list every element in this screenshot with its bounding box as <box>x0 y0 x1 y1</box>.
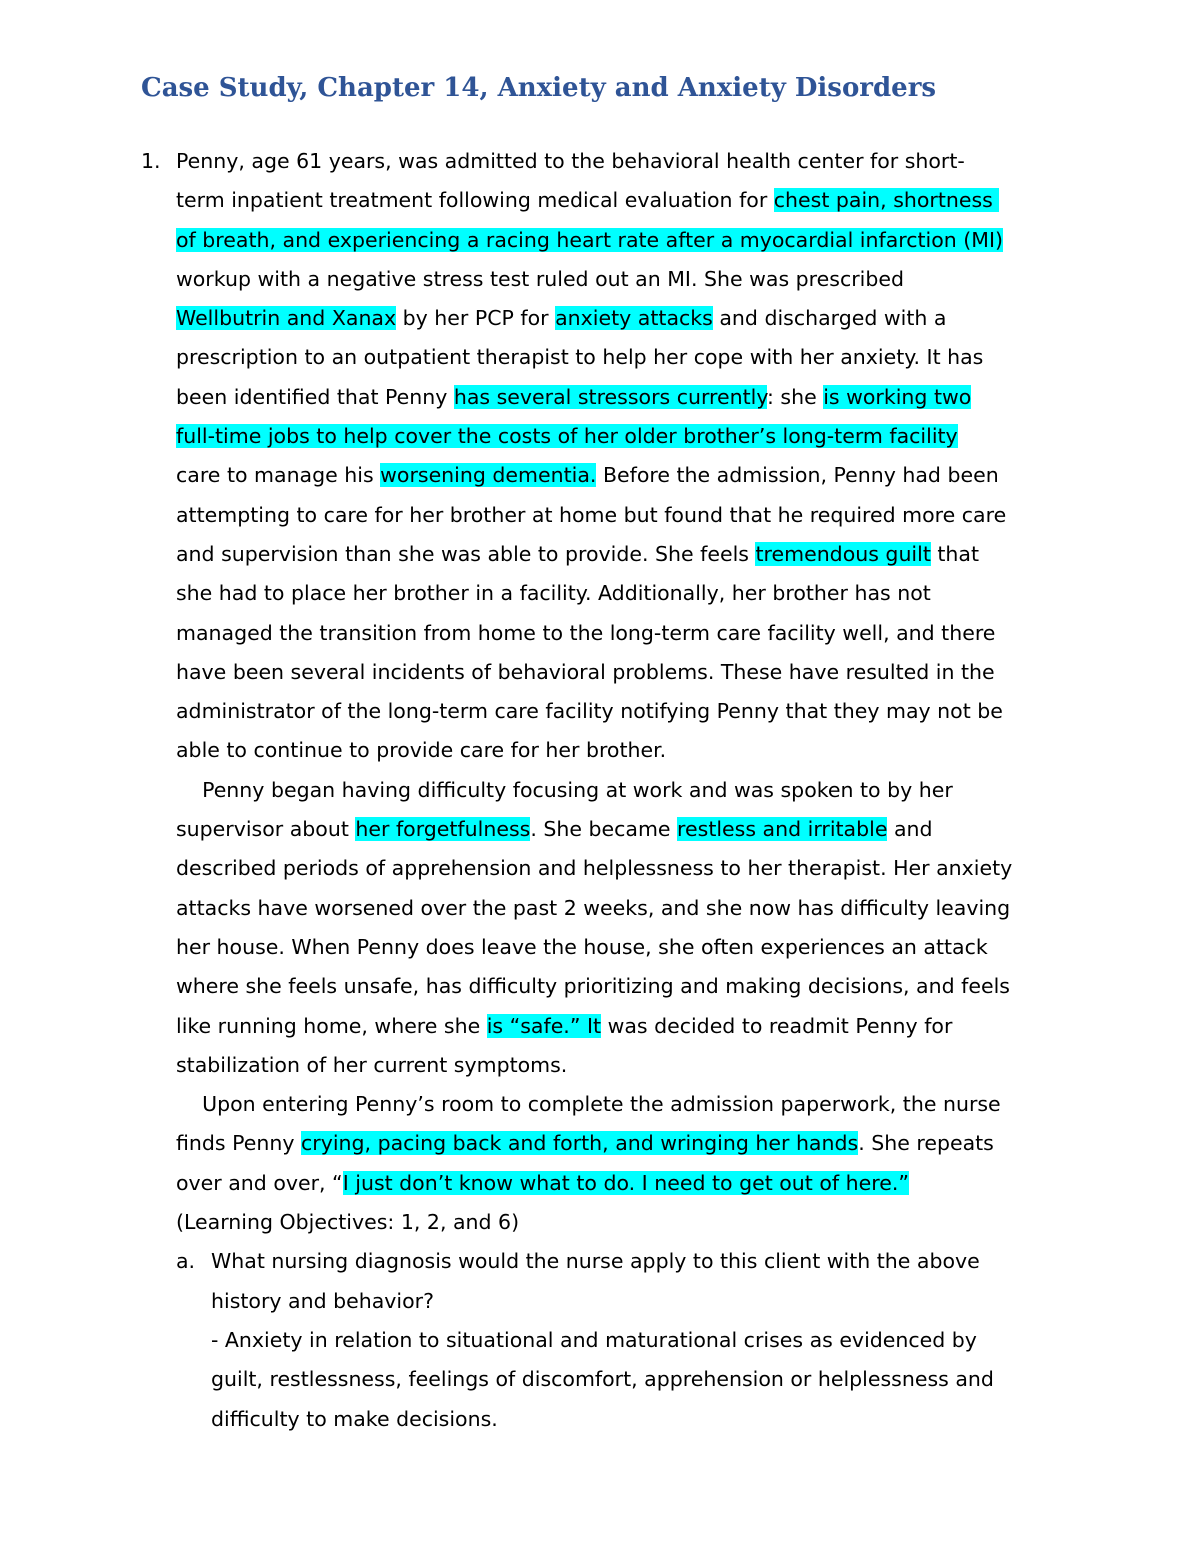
text-run: and discharged with a <box>712 306 947 331</box>
question-line <box>0 653 1200 692</box>
text-run: described periods of apprehension and helplessness to her therapist. Her anxiety <box>176 856 1013 881</box>
question-line <box>0 378 1200 417</box>
text-run: where she feels unsafe, has difficulty prioritizing and making decisions, and feels <box>176 974 1010 999</box>
text-run: guilt, restlessness, feelings of discomfort, apprehension or helplessness and <box>211 1367 994 1392</box>
text-run: history and behavior? <box>211 1288 434 1313</box>
text-run: Upon entering Penny’s room to complete the admission paperwork, the nurse <box>176 1092 1001 1117</box>
text-run: was decided to readmit Penny for <box>601 1013 953 1038</box>
highlighted-text: crying, pacing back and forth, and wringing her hands <box>301 1131 859 1156</box>
highlighted-text: I just don’t know what to do. I need to get out of here.” <box>342 1170 909 1195</box>
text-run: been identified that Penny <box>176 384 454 409</box>
question-line <box>0 456 1200 495</box>
text-run: over and over, “ <box>176 1170 343 1195</box>
question-line <box>0 967 1200 1006</box>
question-line <box>0 260 1200 299</box>
question-line <box>0 181 1200 220</box>
text-run: workup with a negative stress test ruled out an MI. She was prescribed <box>176 266 904 291</box>
text-run: . She repeats <box>858 1131 994 1156</box>
text-run: Penny began having difficulty focusing at work and was spoken to by her <box>176 777 953 802</box>
text-run: term inpatient treatment following medical evaluation for <box>176 188 774 213</box>
text-run: care to manage his <box>176 463 381 488</box>
text-run: . She became <box>530 817 678 842</box>
text-run: administrator of the long-term care facility notifying Penny that they may not be <box>176 699 1003 724</box>
question-line <box>0 849 1200 888</box>
text-run: by her PCP for <box>396 306 556 331</box>
question-1 <box>0 142 1200 1439</box>
highlighted-text: has several stressors currently <box>453 384 767 409</box>
sub-question-label: a. <box>176 1249 196 1274</box>
question-line <box>0 1164 1200 1203</box>
text-run: attacks have worsened over the past 2 weeks, and she now has difficulty leaving <box>176 895 1011 920</box>
sub-question-line <box>0 1282 1200 1321</box>
document-title: Case Study, Chapter 14, Anxiety and Anxiety Disorders <box>141 73 937 103</box>
highlighted-text: her forgetfulness <box>355 817 531 842</box>
question-number: 1. <box>141 149 161 173</box>
highlighted-text: tremendous guilt <box>755 541 931 566</box>
answer-line <box>0 1360 1200 1399</box>
question-line <box>0 574 1200 613</box>
sub-question-line <box>0 1242 1200 1281</box>
question-line <box>0 1007 1200 1046</box>
highlighted-text: anxiety attacks <box>555 306 713 331</box>
text-run: managed the transition from home to the long-term care facility well, and there <box>176 620 996 645</box>
question-line <box>0 221 1200 260</box>
question-line <box>0 771 1200 810</box>
text-run: - Anxiety in relation to situational and maturational crises as evidenced by <box>211 1327 977 1352</box>
highlighted-text: worsening dementia. <box>380 463 597 488</box>
question-line <box>0 496 1200 535</box>
text-run: Penny, age 61 years, was admitted to the behavioral health center for short- <box>176 149 965 173</box>
text-run: able to continue to provide care for her brother. <box>176 738 667 763</box>
question-line <box>0 810 1200 849</box>
text-run: have been several incidents of behavioral problems. These have resulted in the <box>176 659 995 684</box>
question-line <box>0 142 1200 181</box>
highlighted-text: of breath, and experiencing a racing heart rate after a myocardial infarction (MI) <box>176 227 1004 252</box>
text-run: finds Penny <box>176 1131 301 1156</box>
question-line <box>0 731 1200 770</box>
answer-line <box>0 1321 1200 1360</box>
text-run: that <box>930 541 980 566</box>
highlighted-text: chest pain, shortness <box>773 188 1000 213</box>
answer-line <box>0 1400 1200 1439</box>
text-run: prescription to an outpatient therapist to help her cope with her anxiety. It has <box>176 345 984 370</box>
text-run: she had to place her brother in a facility. Additionally, her brother has not <box>176 581 931 606</box>
question-line <box>0 692 1200 731</box>
question-line <box>0 1085 1200 1124</box>
text-run: attempting to care for her brother at home but found that he required more care <box>176 502 1007 527</box>
highlighted-text: restless and irritable <box>677 817 888 842</box>
text-run: stabilization of her current symptoms. <box>176 1052 568 1077</box>
question-line <box>0 1046 1200 1085</box>
highlighted-text: is working two <box>823 384 972 409</box>
question-line <box>0 417 1200 456</box>
question-line <box>0 1124 1200 1163</box>
highlighted-text: Wellbutrin and Xanax <box>176 306 397 331</box>
text-run: What nursing diagnosis would the nurse apply to this client with the above <box>211 1249 980 1274</box>
question-line <box>0 928 1200 967</box>
highlighted-text: is “safe.” It <box>486 1013 602 1038</box>
question-line <box>0 535 1200 574</box>
highlighted-text: full-time jobs to help cover the costs of her older brother’s long-term facility <box>176 424 958 449</box>
text-run: her house. When Penny does leave the house, she often experiences an attack <box>176 934 988 959</box>
text-run: and <box>887 817 933 842</box>
text-run: Before the admission, Penny had been <box>596 463 999 488</box>
text-run: supervisor about <box>176 817 356 842</box>
question-line <box>0 889 1200 928</box>
text-run: difficulty to make decisions. <box>211 1406 498 1431</box>
text-run: (Learning Objectives: 1, 2, and 6) <box>176 1210 520 1235</box>
text-run: : she <box>767 384 824 409</box>
question-line <box>0 338 1200 377</box>
question-line <box>0 299 1200 338</box>
text-run: and supervision than she was able to provide. She feels <box>176 541 756 566</box>
text-run: like running home, where she <box>176 1013 487 1038</box>
question-line <box>0 614 1200 653</box>
question-line <box>0 1203 1200 1242</box>
